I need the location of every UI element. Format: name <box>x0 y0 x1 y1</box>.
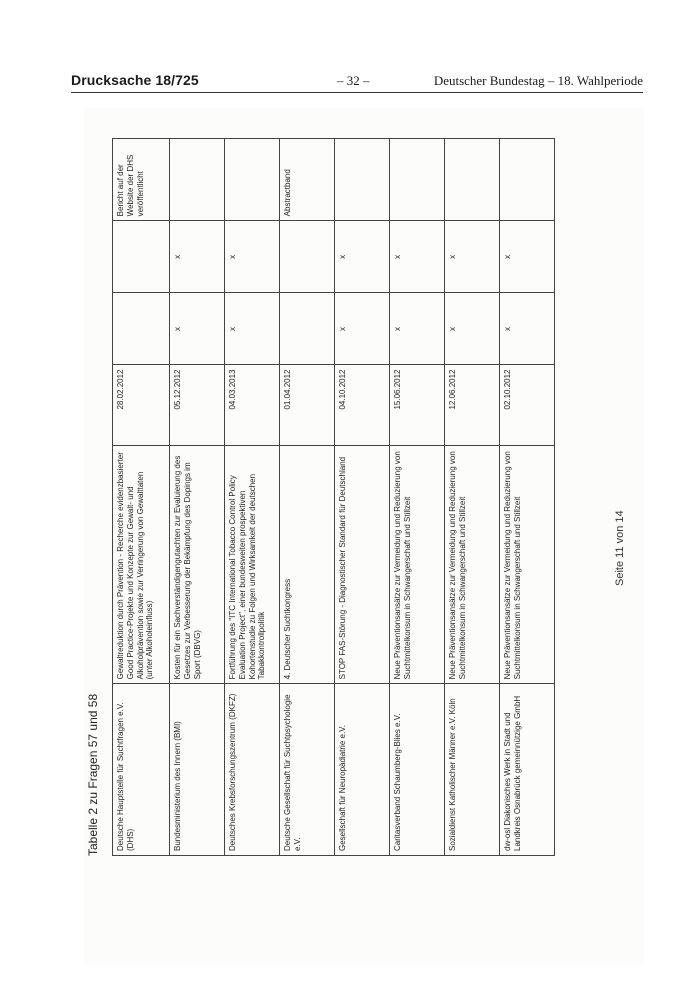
cell-organization: Deutsches Krebsforschungszentrum (DKFZ) <box>225 684 280 856</box>
document-number <box>71 72 199 88</box>
table-row <box>113 139 170 856</box>
table-title: Tabelle 2 zu Fragen 57 und 58 <box>86 693 100 856</box>
cell-description: Neue Präventionsansätze zur Vermeidung und Reduzierung von Suchtmittelkonsum in Schwangerschaft und Stillzeit <box>445 445 500 684</box>
cell-date: 04.03.2013 <box>225 365 280 445</box>
cell-organization: Deutsche Hauptstelle für Suchtfragen e.V. (DHS) <box>113 684 170 856</box>
cell-mark-2 <box>113 221 170 293</box>
cell-mark-2: x <box>445 221 500 293</box>
cell-mark-1: x <box>225 293 280 365</box>
source-label: Deutscher Bundestag – 18. Wahlperiode <box>433 73 643 88</box>
table-row <box>335 139 390 856</box>
table-row <box>500 139 555 856</box>
cell-mark-2: x <box>170 221 225 293</box>
cell-description: 4. Deutscher Suchtkongress <box>280 445 335 684</box>
doc-number: 725 <box>175 72 199 88</box>
cell-description: Gewaltreduktion durch Prävention - Recherche evidenzbasierter Good Practice-Projekte und Konzepte zur Gewalt- und Alkoholprävention sowie zur Verringerung von Gewalttaten (unter Alkoholeinfluss) <box>113 445 170 684</box>
cell-note <box>390 139 445 221</box>
cell-note: Bericht auf der Website der DHS veröffentlicht <box>113 139 170 221</box>
cell-mark-1 <box>113 293 170 365</box>
cell-organization: Deutsche Gesellschaft für Suchtpsychologie e.V. <box>280 684 335 856</box>
cell-note: Abstractband <box>280 139 335 221</box>
page-header <box>71 72 643 92</box>
cell-mark-1: x <box>335 293 390 365</box>
header-divider <box>71 92 643 93</box>
scanned-page <box>84 108 644 966</box>
cell-note <box>335 139 390 221</box>
cell-date: 15.06.2012 <box>390 365 445 445</box>
table-row <box>445 139 500 856</box>
rotated-content <box>84 108 644 966</box>
cell-description: Neue Präventionsansätze zur Vermeidung und Reduzierung von Suchtmittelkonsum in Schwangerschaft und Stillzeit <box>500 445 555 684</box>
cell-organization: dw-osl Diakonisches Werk in Stadt und Landkreis Osnabrück gemeinnützige GmbH <box>500 684 555 856</box>
cell-date: 04.10.2012 <box>335 365 390 445</box>
cell-date: 28.02.2012 <box>113 365 170 445</box>
cell-organization: Sozialdienst Katholischer Männer e.V. Köln <box>445 684 500 856</box>
cell-mark-2 <box>280 221 335 293</box>
cell-organization: Bundesministerium des Innern (BMI) <box>170 684 225 856</box>
table-row <box>170 139 225 856</box>
table-row <box>225 139 280 856</box>
cell-note <box>445 139 500 221</box>
cell-date: 05.12.2012 <box>170 365 225 445</box>
table-row <box>390 139 445 856</box>
cell-date: 01.04.2012 <box>280 365 335 445</box>
cell-description: Neue Präventionsansätze zur Vermeidung und Reduzierung von Suchtmittelkonsum in Schwangerschaft und Stillzeit <box>390 445 445 684</box>
cell-mark-1: x <box>390 293 445 365</box>
cell-note <box>500 139 555 221</box>
cell-note <box>225 139 280 221</box>
cell-mark-1 <box>280 293 335 365</box>
cell-date: 12.06.2012 <box>445 365 500 445</box>
cell-description: Kosten für ein Sachverständigengutachten zur Evaluierung des Gesetzes zur Verbesserung der Bekämpfung des Dopings im Sport (DBVG) <box>170 445 225 684</box>
data-table <box>112 138 555 856</box>
cell-mark-1: x <box>170 293 225 365</box>
cell-mark-2: x <box>335 221 390 293</box>
cell-organization: Caritasverband Schaumberg-Blies e.V. <box>390 684 445 856</box>
cell-organization: Gesellschaft für Neuropädiatrie e.V. <box>335 684 390 856</box>
cell-description: Fortführung des "ITC International Tobacco Control Policy Evaluation Project", einer bundesweiten prospektiven Kohortenstudie zu Folgen und Wirksamkeit der deutschen Tabakkontrollpolitik <box>225 445 280 684</box>
table-row <box>280 139 335 856</box>
cell-mark-2: x <box>390 221 445 293</box>
page-footer: Seite 11 von 14 <box>614 510 626 586</box>
cell-mark-1: x <box>500 293 555 365</box>
cell-note <box>170 139 225 221</box>
page-number: – 32 – <box>337 73 370 88</box>
cell-description: STOP FAS-Störung - Diagnostischer Standard für Deutschland <box>335 445 390 684</box>
cell-mark-2: x <box>500 221 555 293</box>
cell-date: 02.10.2012 <box>500 365 555 445</box>
doc-label: Drucksache 18/ <box>71 72 176 88</box>
cell-mark-1: x <box>445 293 500 365</box>
cell-mark-2: x <box>225 221 280 293</box>
